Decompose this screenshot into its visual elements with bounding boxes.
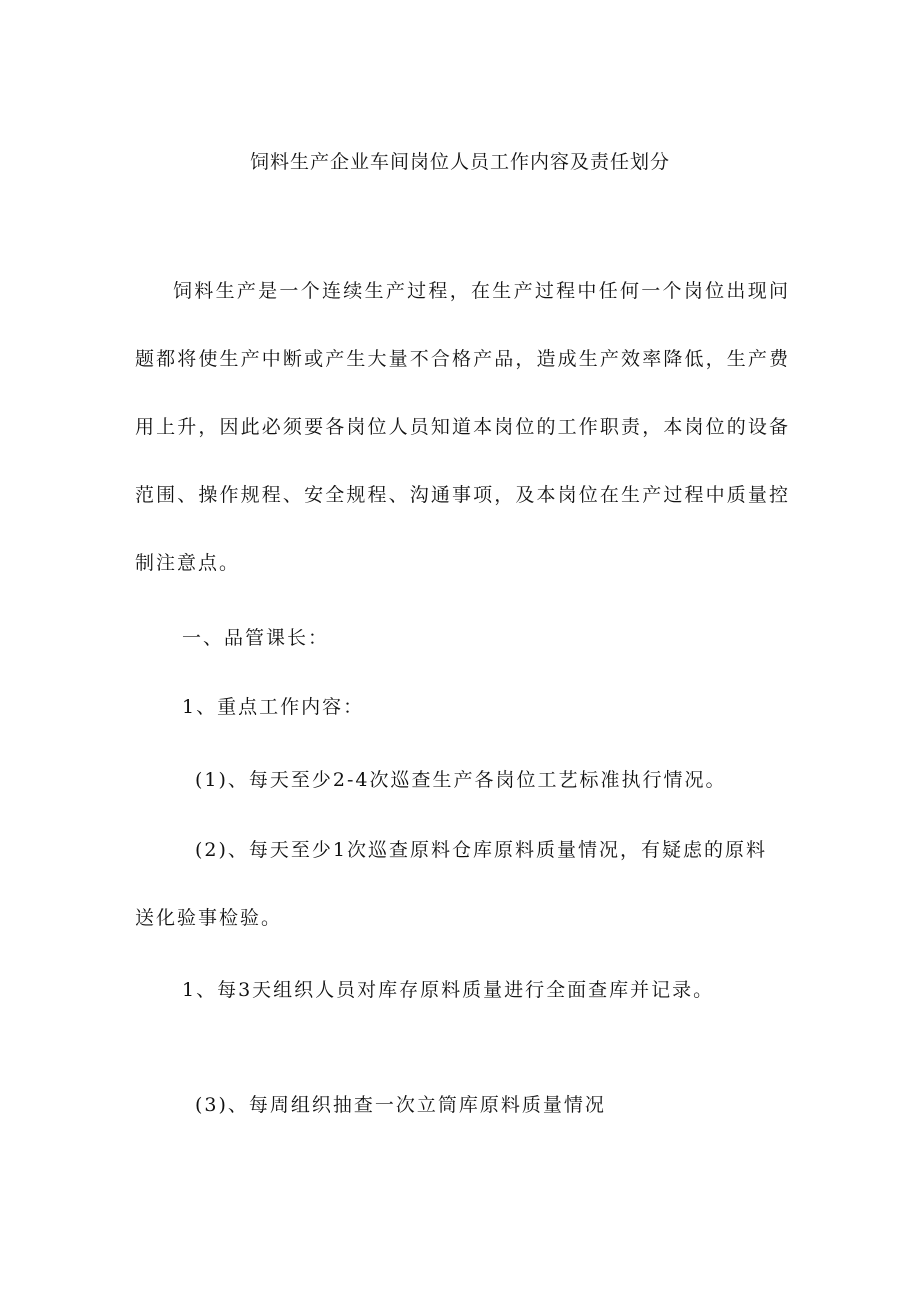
list-item: (3)、每周组织抽查一次立筒库原料质量情况: [195, 1094, 606, 1116]
document-title: 饲料生产企业车间岗位人员工作内容及责任划分: [249, 151, 670, 173]
intro-paragraph: 饲料生产是一个连续生产过程，在生产过程中任何一个岗位出现问题都将使生产中断或产生大量不合格产品，造成生产效率降低，生产费用上升，因此必须要各岗位人员知道本岗位的工作职责，本岗位的设备范围、操作规程、安全规程、沟通事项，及本岗位在生产过程中质量控制注意点。: [135, 280, 790, 574]
list-item: 1、每3天组织人员对库存原料质量进行全面查库并记录。: [182, 979, 715, 1001]
list-item: (2)、每天至少1次巡查原料仓库原料质量情况，有疑虑的原料: [195, 839, 768, 861]
list-item: (1)、每天至少2-4次巡查生产各岗位工艺标准执行情况。: [195, 769, 727, 791]
section-heading: 一、品管课长：: [182, 627, 330, 649]
subsection-heading: 1、重点工作内容：: [182, 696, 365, 718]
list-item-continuation: 送化验事检验。: [135, 907, 283, 929]
